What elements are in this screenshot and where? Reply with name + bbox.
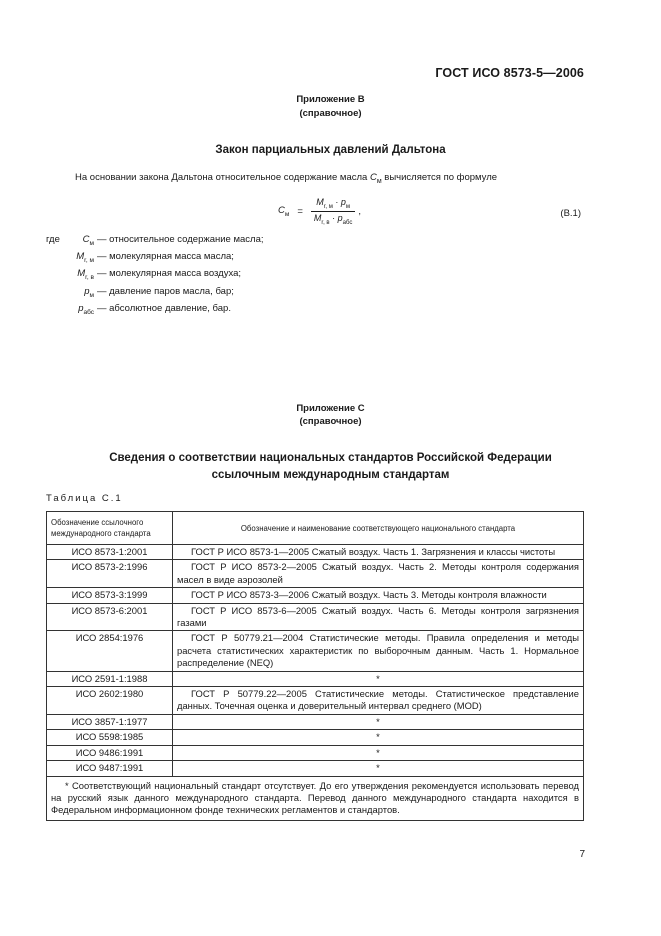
national-standard-cell: ГОСТ Р 50779.21—2004 Статистические методы. Правила определения и методы расчета статистических характеристик по выборочным данным. Часть 1. Нормальное распределение (NEQ) (173, 631, 584, 671)
appendix-c-heading-line1: Сведения о соответствии национальных стандартов Российской Федерации (109, 452, 552, 464)
intl-standard-cell: ИСО 3857-1:1977 (47, 714, 173, 729)
intro-symbol-sub: м (376, 177, 382, 185)
table-row (47, 745, 584, 760)
intl-standard-cell: ИСО 9486:1991 (47, 745, 173, 760)
intro-paragraph (75, 172, 497, 185)
formula-lhs: $C_м$ (278, 204, 290, 218)
intl-standard-cell: ИСО 8573-3:1999 (47, 588, 173, 603)
appendix-c-subtitle: (справочное) (299, 416, 362, 427)
standards-table (46, 511, 584, 821)
table-row (47, 761, 584, 776)
definition-item: где $C_м$ — относительное содержание масла; (46, 233, 264, 250)
national-standard-cell: * (173, 714, 584, 729)
national-standard-cell: ГОСТ Р ИСО 8573-2—2005 Сжатый воздух. Часть 2. Методы контроля содержания масел в виде аэрозолей (173, 560, 584, 588)
page-number: 7 (579, 849, 585, 860)
intl-standard-cell: ИСО 2602:1980 (47, 687, 173, 715)
national-standard-cell: ГОСТ Р 50779.22—2005 Статистические методы. Статистическое представление данных. Точечная оценка и доверительный интервал среднего (MOD) (173, 687, 584, 715)
appendix-b-subtitle: (справочное) (299, 108, 362, 119)
appendix-c-title: Приложение С (296, 403, 365, 414)
intro-text-after: вычисляется по формуле (381, 172, 498, 183)
formula-equals: = (297, 205, 303, 217)
table-footnote: * Соответствующий национальный стандарт отсутствует. До его утверждения рекомендуется использовать перевод на русский язык данного международного стандарта. Перевод данного международного стандарта находится в Федеральном информационном фонде технических регламентов и стандартов. (47, 776, 584, 820)
table-row (47, 603, 584, 631)
appendix-b-title: Приложение В (296, 94, 365, 105)
header-intl-standard: Обозначение ссылочного международного стандарта (47, 512, 173, 545)
formula-numerator: $M_{r, м} \cdot p_м$ (316, 197, 351, 210)
national-standard-cell: * (173, 730, 584, 745)
table-row (47, 730, 584, 745)
table-label: Таблица С.1 (46, 493, 123, 504)
table-row (47, 560, 584, 588)
intl-standard-cell: ИСО 2854:1976 (47, 631, 173, 671)
table-row (47, 588, 584, 603)
national-standard-cell: ГОСТ Р ИСО 8573-6—2005 Сжатый воздух. Часть 6. Методы контроля загрязнения газами (173, 603, 584, 631)
definition-item: $p_м$ — давление паров масла, бар; (84, 285, 234, 299)
table-header-row (47, 512, 584, 545)
definition-item: $M_{r, м}$ — молекулярная масса масла; (76, 251, 234, 265)
table-row (47, 545, 584, 560)
formula-comma: , (358, 205, 361, 217)
intl-standard-cell: ИСО 8573-6:2001 (47, 603, 173, 631)
table-row (47, 687, 584, 715)
definition-item: $M_{r, в}$ — молекулярная масса воздуха; (77, 268, 242, 282)
intl-standard-cell: ИСО 5598:1985 (47, 730, 173, 745)
intro-symbol: C (369, 172, 377, 183)
national-standard-cell: ГОСТ Р ИСО 8573-1—2005 Сжатый воздух. Часть 1. Загрязнения и классы чистоты (173, 545, 584, 560)
formula-denominator: $M_{r, в} \cdot p_{абс}$ (313, 212, 353, 226)
table-row (47, 714, 584, 729)
intl-standard-cell: ИСО 8573-1:2001 (47, 545, 173, 560)
national-standard-cell: ГОСТ Р ИСО 8573-3—2006 Сжатый воздух. Часть 3. Методы контроля влажности (173, 588, 584, 603)
where-label: где (46, 234, 60, 245)
intl-standard-cell: ИСО 2591-1:1988 (47, 671, 173, 686)
document-code: ГОСТ ИСО 8573-5—2006 (435, 66, 584, 80)
appendix-b-heading: Закон парциальных давлений Дальтона (215, 144, 446, 156)
table-row (47, 671, 584, 686)
intl-standard-cell: ИСО 9487:1991 (47, 761, 173, 776)
national-standard-cell: * (173, 671, 584, 686)
national-standard-cell: * (173, 745, 584, 760)
header-national-standard: Обозначение и наименование соответствующего национального стандарта (173, 512, 584, 545)
dalton-formula (278, 196, 361, 227)
definition-item: $p_{абс}$ — абсолютное давление, бар. (78, 302, 231, 316)
equation-number: (В.1) (560, 208, 581, 219)
definitions-list (46, 233, 264, 319)
table-row (47, 631, 584, 671)
intl-standard-cell: ИСО 8573-2:1996 (47, 560, 173, 588)
appendix-c-heading-line2: ссылочным международным стандартам (211, 469, 450, 481)
national-standard-cell: * (173, 761, 584, 776)
formula-fraction (311, 196, 355, 227)
intro-text-before: На основании закона Дальтона относительное содержание масла (75, 172, 370, 183)
table-footnote-row (47, 776, 584, 820)
